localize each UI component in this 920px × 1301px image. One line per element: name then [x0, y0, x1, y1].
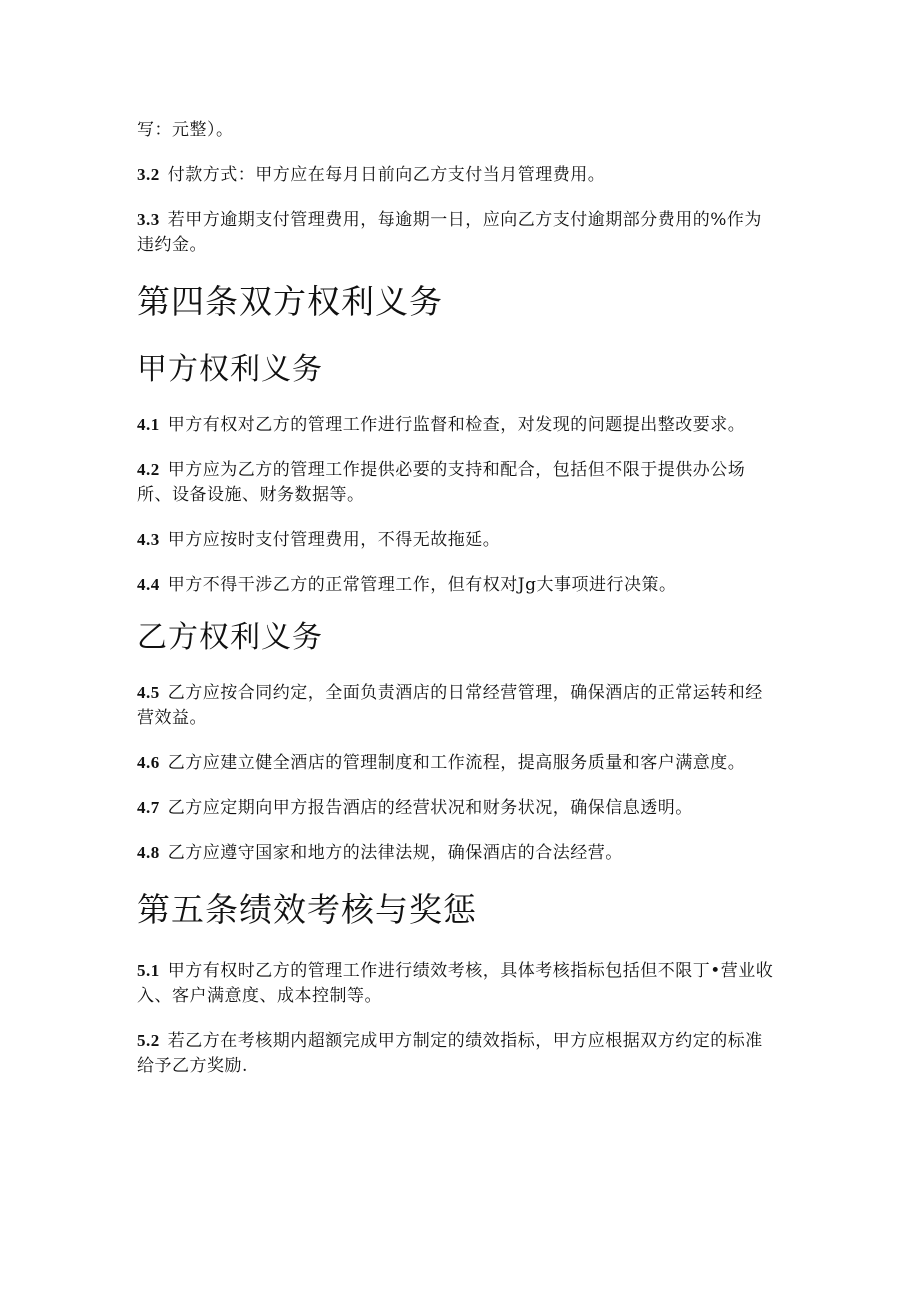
clause-text: 付款方式：甲方应在每月日前向乙方支付当月管理费用。	[167, 165, 606, 185]
clause-number: 3.3	[137, 210, 160, 229]
clause-text: 乙方应建立健全酒店的管理制度和工作流程，提高服务质量和客户满意度。	[167, 753, 746, 773]
clause-text: 乙方应遵守国家和地方的法律法规，确保酒店的合法经营。	[167, 843, 623, 863]
clause-text: 若甲方逾期支付管理费用，每逾期一日，应向乙方支付逾期部分费用的%作为违约金。	[137, 210, 762, 255]
clause-text: 甲方不得干涉乙方的正常管理工作，但有权对Jg大事项进行决策。	[167, 575, 677, 595]
clause-4-3	[137, 527, 777, 553]
clause-number: 4.5	[137, 683, 160, 702]
section-4-title: 第四条双方权利义务	[137, 282, 443, 321]
clause-4-7	[137, 795, 777, 821]
clause-number: 4.6	[137, 753, 160, 772]
clause-text: 若乙方在考核期内超额完成甲方制定的绩效指标，甲方应根据双方约定的标准给予乙方奖励.	[137, 1031, 763, 1076]
clause-4-4	[137, 572, 777, 598]
clause-number: 4.8	[137, 843, 160, 862]
clause-4-8	[137, 840, 777, 866]
section-5-title: 第五条绩效考核与奖惩	[137, 890, 477, 929]
clause-4-6	[137, 750, 777, 776]
clause-number: 3.2	[137, 165, 160, 184]
clause-text: 甲方应按时支付管理费用，不得无故拖延。	[167, 530, 501, 550]
party-a-title: 甲方权利义务	[137, 352, 323, 387]
clause-4-1	[137, 412, 777, 438]
clause-5-2	[137, 1028, 777, 1079]
clause-number: 4.2	[137, 460, 160, 479]
document-page	[137, 118, 777, 1098]
clause-3-3	[137, 207, 777, 258]
party-b-title: 乙方权利义务	[137, 620, 323, 655]
clause-number: 5.2	[137, 1031, 160, 1050]
clause-text: 乙方应按合同约定，全面负责酒店的日常经营管理，确保酒店的正常运转和经营效益。	[137, 683, 763, 728]
clause-text: 甲方应为乙方的管理工作提供必要的支持和配合，包括但不限于提供办公场所、设备设施、财务数据等。	[137, 460, 746, 505]
clause-4-2	[137, 457, 777, 508]
clause-text: 甲方有权时乙方的管理工作进行绩效考核，具体考核指标包括但不限丁•营业收入、客户满意度、成本控制等。	[137, 961, 774, 1006]
clause-number: 4.7	[137, 798, 160, 817]
intro-text: 写：元整）。	[137, 120, 234, 140]
clause-number: 4.1	[137, 415, 160, 434]
clause-4-5	[137, 680, 777, 731]
clause-text: 乙方应定期向甲方报告酒店的经营状况和财务状况，确保信息透明。	[167, 798, 693, 818]
clause-text: 甲方有权对乙方的管理工作进行监督和检查，对发现的问题提出整改要求。	[167, 415, 746, 435]
clause-5-1	[137, 958, 777, 1009]
clause-number: 5.1	[137, 961, 160, 980]
clause-number: 4.3	[137, 530, 160, 549]
clause-number: 4.4	[137, 575, 160, 594]
clause-3-2	[137, 162, 777, 188]
